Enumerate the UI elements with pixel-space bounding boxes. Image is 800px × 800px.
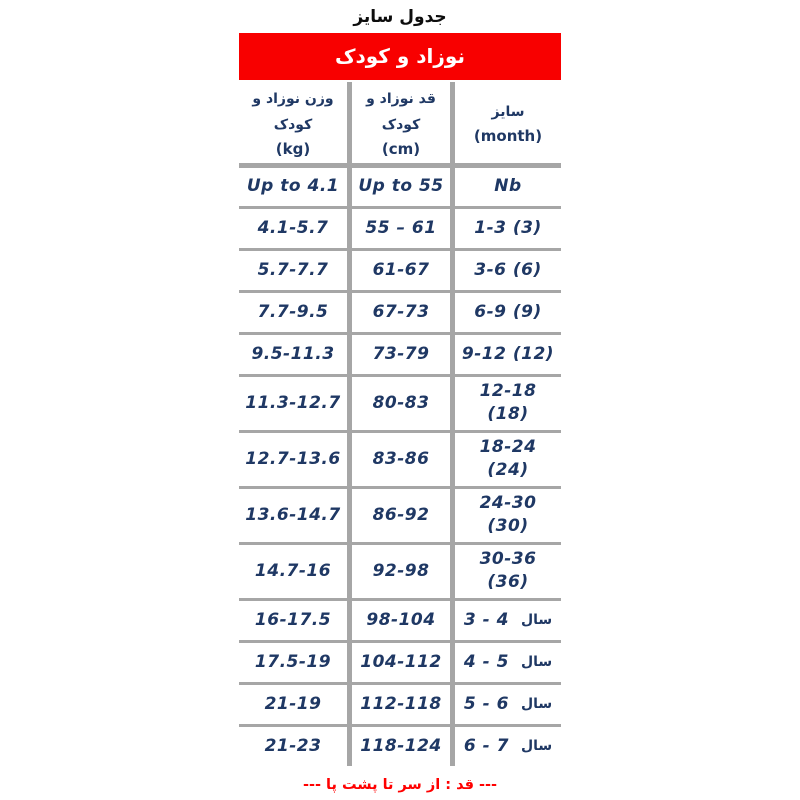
cell-weight: 16-17.5 [254, 609, 332, 630]
table-row [239, 290, 561, 332]
cell-height: 104-112 [347, 643, 450, 682]
size-value: 30-36 [479, 549, 537, 570]
cell-size [450, 727, 561, 766]
size-table [239, 33, 561, 766]
size-value-with-unit [464, 735, 552, 758]
cell-size [450, 643, 561, 682]
cell-weight: 7.7-9.5 [257, 301, 329, 322]
cell-height: 67-73 [347, 293, 450, 332]
size-value-with-unit [464, 693, 552, 716]
size-value-line2: (30) [487, 516, 529, 537]
header-weight [239, 82, 347, 163]
cell-weight: 14.7-16 [254, 560, 332, 581]
cell-size [450, 293, 561, 332]
table-row [239, 682, 561, 724]
cell-weight: 11.3-12.7 [245, 392, 341, 413]
header-height [347, 82, 450, 163]
table-row [239, 248, 561, 290]
cell-height: 80-83 [347, 377, 450, 430]
table-row [239, 374, 561, 430]
cell-height: 73-79 [347, 335, 450, 374]
size-value: 6-9 (9) [474, 301, 542, 322]
size-value: 24-30 [479, 493, 537, 514]
table-row [239, 430, 561, 486]
size-unit-years: سال [520, 737, 553, 754]
header-height-unit: (cm) [381, 139, 421, 158]
cell-weight: 13.6-14.7 [245, 504, 341, 525]
cell-height: 61-67 [347, 251, 450, 290]
table-row [239, 598, 561, 640]
header-size-unit: (month) [473, 126, 543, 145]
size-value: 9-12 (12) [461, 343, 555, 364]
size-value-line2: (24) [487, 460, 529, 481]
table-row [239, 168, 561, 206]
table-row [239, 206, 561, 248]
table-row [239, 640, 561, 682]
cell-height: 55 – 61 [347, 209, 450, 248]
cell-weight: 9.5-11.3 [251, 343, 335, 364]
size-value: 5 - 6 [463, 693, 509, 714]
cell-weight: 17.5-19 [254, 651, 332, 672]
header-weight-unit: (kg) [275, 139, 311, 158]
header-height-title: قد نوزاد و کودک [366, 91, 436, 133]
table-header-row [239, 82, 561, 168]
cell-size [450, 251, 561, 290]
size-value: 3-6 (6) [474, 259, 542, 280]
cell-size [450, 685, 561, 724]
cell-weight: Up to 4.1 [246, 176, 340, 197]
page-title: جدول سایز [353, 7, 447, 27]
cell-height: 98-104 [347, 601, 450, 640]
cell-weight: 21-23 [264, 735, 322, 756]
cell-height: Up to 55 [347, 168, 450, 206]
size-value: 12-18 [479, 381, 537, 402]
cell-height: 86-92 [347, 489, 450, 542]
cell-size [450, 433, 561, 486]
size-value: 4 - 5 [463, 651, 509, 672]
table-row [239, 542, 561, 598]
size-value-with-unit [464, 651, 552, 674]
size-value-line2: (36) [487, 572, 529, 593]
header-weight-title: وزن نوزاد و کودک [252, 91, 334, 133]
size-value: 6 - 7 [463, 735, 509, 756]
size-value: 1-3 (3) [474, 217, 542, 238]
size-unit-years: سال [520, 611, 553, 628]
cell-size [450, 489, 561, 542]
size-unit-years: سال [520, 653, 553, 670]
size-value-with-unit [464, 609, 552, 632]
cell-weight: 4.1-5.7 [257, 217, 329, 238]
cell-size [450, 545, 561, 598]
header-size-title: سایز [491, 103, 525, 120]
cell-height: 83-86 [347, 433, 450, 486]
cell-height: 118-124 [347, 727, 450, 766]
header-size [450, 82, 561, 163]
cell-size [450, 377, 561, 430]
size-value: 3 - 4 [463, 609, 509, 630]
cell-size [450, 168, 561, 206]
cell-height: 112-118 [347, 685, 450, 724]
table-banner: نوزاد و کودک [239, 33, 561, 80]
size-value: 18-24 [479, 437, 537, 458]
cell-size [450, 209, 561, 248]
footer-note: --- قد : از سر تا پشت پا --- [302, 776, 498, 793]
size-value-line2: (18) [487, 404, 529, 425]
cell-height: 92-98 [347, 545, 450, 598]
table-row [239, 724, 561, 766]
cell-weight: 21-19 [264, 693, 322, 714]
cell-size [450, 335, 561, 374]
cell-weight: 12.7-13.6 [245, 448, 341, 469]
table-row [239, 332, 561, 374]
cell-weight: 5.7-7.7 [257, 259, 329, 280]
cell-size [450, 601, 561, 640]
table-row [239, 486, 561, 542]
size-unit-years: سال [520, 695, 553, 712]
table-body [239, 168, 561, 766]
size-value: Nb [494, 176, 522, 197]
